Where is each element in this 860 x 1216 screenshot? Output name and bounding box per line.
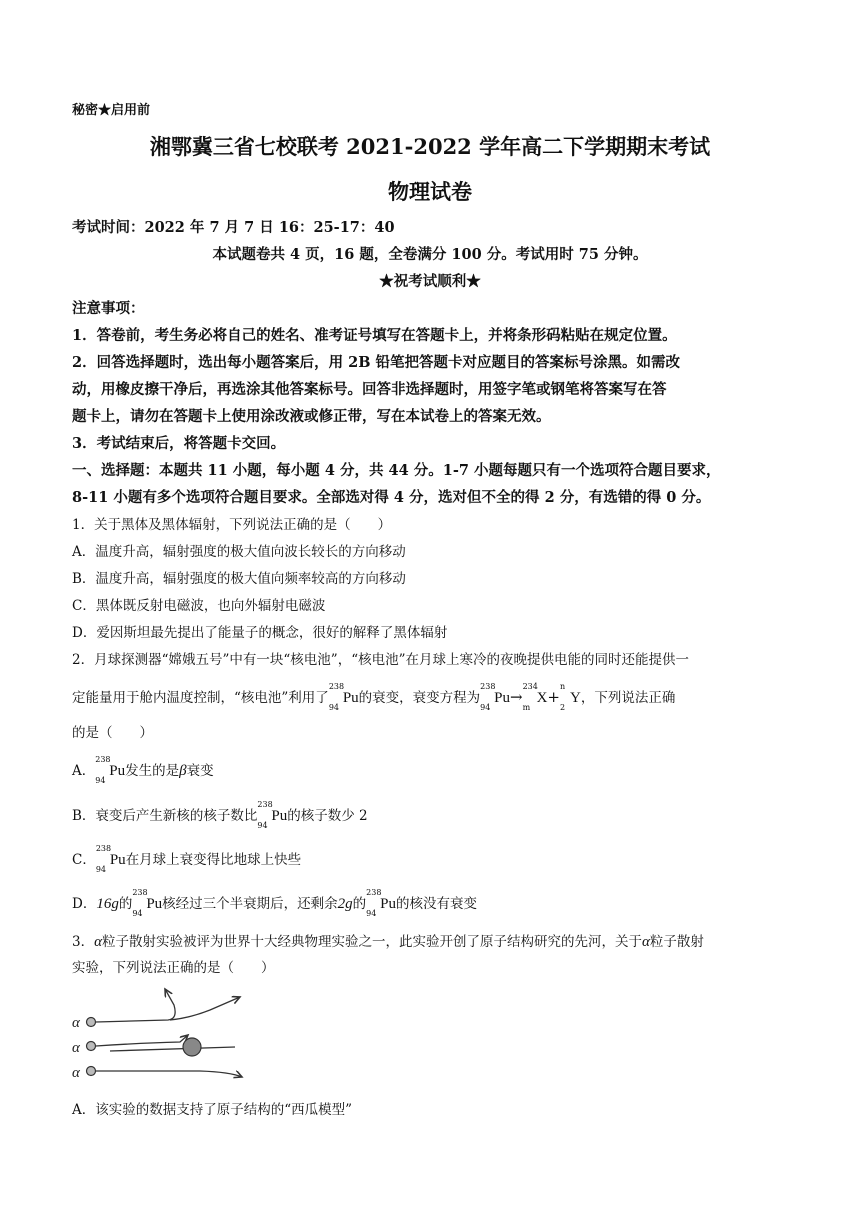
pu-238-nuclide: 238 94 Pu xyxy=(95,844,126,874)
reaction-arrow: → xyxy=(510,688,523,706)
alpha-label-2: α xyxy=(72,1040,80,1056)
alpha-scattering-figure xyxy=(70,985,260,1085)
q2-line-2-text-b: 的衰变，衰变方程为 xyxy=(358,690,481,706)
deflected-path xyxy=(170,997,240,1020)
pu-238-nuclide: 238 94 Pu xyxy=(257,800,288,830)
alpha-label-3: α xyxy=(72,1065,80,1081)
alpha-particle-1 xyxy=(87,1018,96,1027)
q2-option-c: C． 238 94 Pu在月球上衰变得比地球上快些 xyxy=(72,844,302,874)
pu-238-nuclide: 238 94 Pu xyxy=(366,888,397,918)
q2-option-b: B．衰变后产生新核的核子数比 238 94 Pu的核子数少 2 xyxy=(72,800,368,830)
beta-symbol: β xyxy=(179,763,187,779)
note-2-line-3: 题卡上，请勿在答题卡上使用涂改液或修正带，写在本试卷上的答案无效。 xyxy=(72,408,551,425)
note-3: 3．考试结束后，将答题卡交回。 xyxy=(72,435,286,452)
alpha-label-1: α xyxy=(72,1015,80,1031)
x-nuclide: 234 m X xyxy=(522,682,548,712)
deflected-back-path xyxy=(96,989,175,1022)
plus-sign: + xyxy=(547,688,560,706)
good-luck: ★祝考试顺利★ xyxy=(379,273,481,290)
q2-option-d: D．16g的 238 94 Pu核经过三个半衰期后，还剩余2g的 238 94 Pu的核没有衰变 xyxy=(72,888,478,918)
note-2-line-2: 动，用橡皮擦干净后，再选涂其他答案标号。回答非选择题时，用签字笔或钢笔将答案写在答 xyxy=(72,381,667,398)
q2-line-3: 的是（ ） xyxy=(72,725,153,741)
note-1: 1．答卷前，考生务必将自己的姓名、准考证号填写在答题卡上，并将条形码粘贴在规定位置。 xyxy=(72,327,677,344)
q2-line-2-text-a: 定能量用于舱内温度控制，“核电池”利用了 xyxy=(72,690,329,706)
section-1-instructions-line-2: 8-11 小题有多个选项符合题目要求。全部选对得 4 分，选对但不全的得 2 分，有选错的得 0 分。 xyxy=(72,489,711,506)
exam-summary: 本试题卷共 4 页，16 题，全卷满分 100 分。考试用时 75 分钟。 xyxy=(212,246,648,263)
small-deflection-path xyxy=(96,1035,188,1046)
pu-238-nuclide: 238 94 Pu xyxy=(328,682,359,712)
mass-16g: 16g xyxy=(96,896,119,912)
pu-238-nuclide: 238 94 Pu xyxy=(132,888,163,918)
q3-line-1: 3．α粒子散射实验被评为世界十大经典物理实验之一，此实验开创了原子结构研究的先河，关于α粒子散射 xyxy=(72,934,704,950)
q1-option-a: A．温度升高，辐射强度的极大值向波长较长的方向移动 xyxy=(72,544,406,560)
q3-line-2: 实验，下列说法正确的是（ ） xyxy=(72,960,275,976)
y-nuclide: n 2 Y xyxy=(560,682,581,712)
section-1-instructions-line-1: 一、选择题：本题共 11 小题，每小题 4 分，共 44 分。1-7 小题每题只有一个选项符合题目要求， xyxy=(72,462,721,479)
lower-path xyxy=(96,1071,242,1077)
exam-title: 湘鄂冀三省七校联考 2021-2022 学年高二下学期期末考试 xyxy=(149,134,711,159)
exam-time: 考试时间：2022 年 7 月 7 日 16：25-17：40 xyxy=(72,219,395,236)
straight-path xyxy=(110,1047,235,1051)
q3-option-a: A．该实验的数据支持了原子结构的“西瓜模型” xyxy=(72,1102,353,1118)
notes-heading: 注意事项： xyxy=(72,300,145,317)
pu-238-nuclide: 238 94 Pu xyxy=(480,682,510,712)
mass-2g: 2g xyxy=(337,896,353,912)
confidential-label: 秘密★启用前 xyxy=(72,103,151,118)
q1-option-c: C．黑体既反射电磁波，也向外辐射电磁波 xyxy=(72,598,326,614)
q2-line-2 xyxy=(72,682,676,712)
q2-line-2-text-c: ，下列说法正确 xyxy=(580,690,676,706)
note-2-line-1: 2．回答选择题时，选出每小题答案后，用 2B 铅笔把答题卡对应题目的答案标号涂黑。如需改 xyxy=(72,354,681,371)
pu-238-nuclide: 238 94 Pu xyxy=(95,755,126,785)
exam-subtitle: 物理试卷 xyxy=(388,179,472,204)
alpha-symbol: α xyxy=(641,934,650,950)
alpha-symbol: α xyxy=(94,934,102,950)
q1-stem: 1．关于黑体及黑体辐射，下列说法正确的是（ ） xyxy=(72,517,392,533)
q2-option-a: A． 238 94 Pu发生的是β衰变 xyxy=(72,755,214,785)
gold-nucleus xyxy=(183,1038,201,1056)
q1-option-d: D．爱因斯坦最先提出了能量子的概念，很好的解释了黑体辐射 xyxy=(72,625,448,641)
q1-option-b: B．温度升高，辐射强度的极大值向频率较高的方向移动 xyxy=(72,571,406,587)
alpha-particle-3 xyxy=(87,1067,96,1076)
alpha-particle-2 xyxy=(87,1042,96,1051)
q2-line-1: 2．月球探测器“嫦娥五号”中有一块“核电池”，“核电池”在月球上寒冷的夜晚提供电能的同时还能提供一 xyxy=(72,652,689,668)
